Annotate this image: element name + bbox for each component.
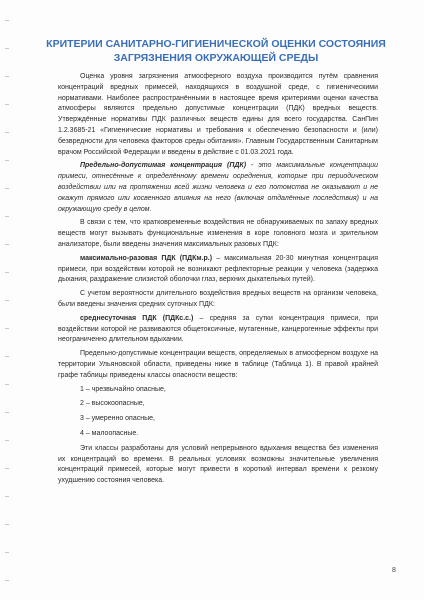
list-item: 2 – высокоопасные,	[80, 400, 145, 408]
binder-mark	[5, 356, 9, 357]
binder-mark	[5, 496, 9, 497]
binder-mark	[5, 160, 9, 161]
hazard-class-list	[58, 385, 378, 440]
binder-mark	[5, 48, 9, 49]
daily-average-text: – средняя за сутки концентрация примеси, при воздействии которой не развиваются общетоксичные, мутагенные, канцерогенные эффекты при неограниченно длительном вдыхании.	[58, 314, 378, 344]
binder-mark	[5, 524, 9, 525]
binder-mark	[5, 104, 9, 105]
binder-edge	[0, 0, 16, 600]
binder-mark	[5, 272, 9, 273]
max-single-text: – максимальная 20-30 минутная концентрация примеси, при воздействии которой не возникают рефлекторные реакции у человека (задержка дыхания, раздражение слизистой оболочки глаз, верхних дыхательных путей).	[58, 254, 378, 284]
binder-mark	[5, 580, 9, 581]
term-pdk: Предельно-допустимая концентрация (ПДК)	[80, 162, 247, 170]
page-title: КРИТЕРИИ САНИТАРНО-ГИГИЕНИЧЕСКОЙ ОЦЕНКИ СОСТОЯНИЯ ЗАГРЯЗНЕНИЯ ОКРУЖАЮЩЕЙ СРЕДЫ	[46, 38, 386, 64]
paragraph-conditions: Эти классы разработаны для условий непрерывного вдыхания вещества без изменения их концентраций во времени. В реальных условиях возможны значительные увеличения концентраций примесей, которые могут привести в короткий интервал времени к резкому ухудшению состояния человека.	[58, 444, 378, 485]
paragraph-region-table: Предельно-допустимые концентрации веществ, определяемых в атмосферном воздухе на территории Ульяновской области, приведены ниже в таблице (Таблица 1). В правой крайней графе таблицы приведены классы опасности веществ:	[58, 350, 378, 379]
page-number: 8	[392, 567, 396, 574]
paragraph-intro: Оценка уровня загрязнения атмосферного воздуха производится путём сравнения концентраций вредных примесей, находящихся в воздушной среде, с гигиеническими нормативами. Наиболее распространёнными в настоящее время критериями оценки качества атмосферы являются предельно допустимые концентрации (ПДК) вредных веществ. Утверждённые нормативы ПДК различных веществ едины для всего государства. СанПин 1.2.3685-21 «Гигиенические нормативы и требования к обеспечению безопасности и (или) безвредности для человека факторов среды обитания». Главным Государственным Санитарным врачом Российской Федерации и введены в действие с 01.03.2021 года.	[58, 73, 378, 156]
binder-mark	[5, 384, 9, 385]
list-item: 3 – умеренно опасные,	[80, 415, 155, 423]
binder-mark	[5, 468, 9, 469]
binder-mark	[5, 132, 9, 133]
document-body	[58, 72, 378, 490]
list-item: 1 – чрезвычайно опасные,	[80, 385, 166, 393]
term-daily-average: среднесуточная ПДК (ПДКс.с.)	[80, 314, 194, 322]
paragraph-short-term: В связи с тем, что кратковременные воздействия не обнаруживаемых по запаху вредных веществ могут вызывать функциональные изменения в коре головного мозга и зрительном анализаторе, были введены значения максимальных разовых ПДК:	[58, 219, 378, 248]
pdk-definition-text: - это максимальные концентрации примеси, отнесённые к определённому времени осреднения, которые при периодическом воздействии или на протяжении всей жизни человека и его потомства не оказывают и не окажут прямого или косвенного влияния на него (включая отдалённые последствия) и на окружающую среду в целом.	[58, 162, 378, 213]
list-item: 4 – малоопасные.	[80, 429, 139, 437]
term-max-single: максимально-разовая ПДК (ПДКм.р.)	[80, 254, 213, 262]
binder-mark	[5, 328, 9, 329]
binder-mark	[5, 76, 9, 77]
binder-mark	[5, 300, 9, 301]
binder-mark	[5, 552, 9, 553]
binder-mark	[5, 188, 9, 189]
paragraph-daily-average	[58, 314, 378, 346]
binder-mark	[5, 20, 9, 21]
binder-mark	[5, 412, 9, 413]
paragraph-long-term: С учетом вероятности длительного воздействия вредных веществ на организм человека, были введены значения средних суточных ПДК:	[58, 290, 378, 308]
paragraph-max-single	[58, 254, 378, 286]
paragraph-pdk-definition	[58, 161, 378, 215]
binder-mark	[5, 216, 9, 217]
binder-mark	[5, 244, 9, 245]
binder-mark	[5, 440, 9, 441]
